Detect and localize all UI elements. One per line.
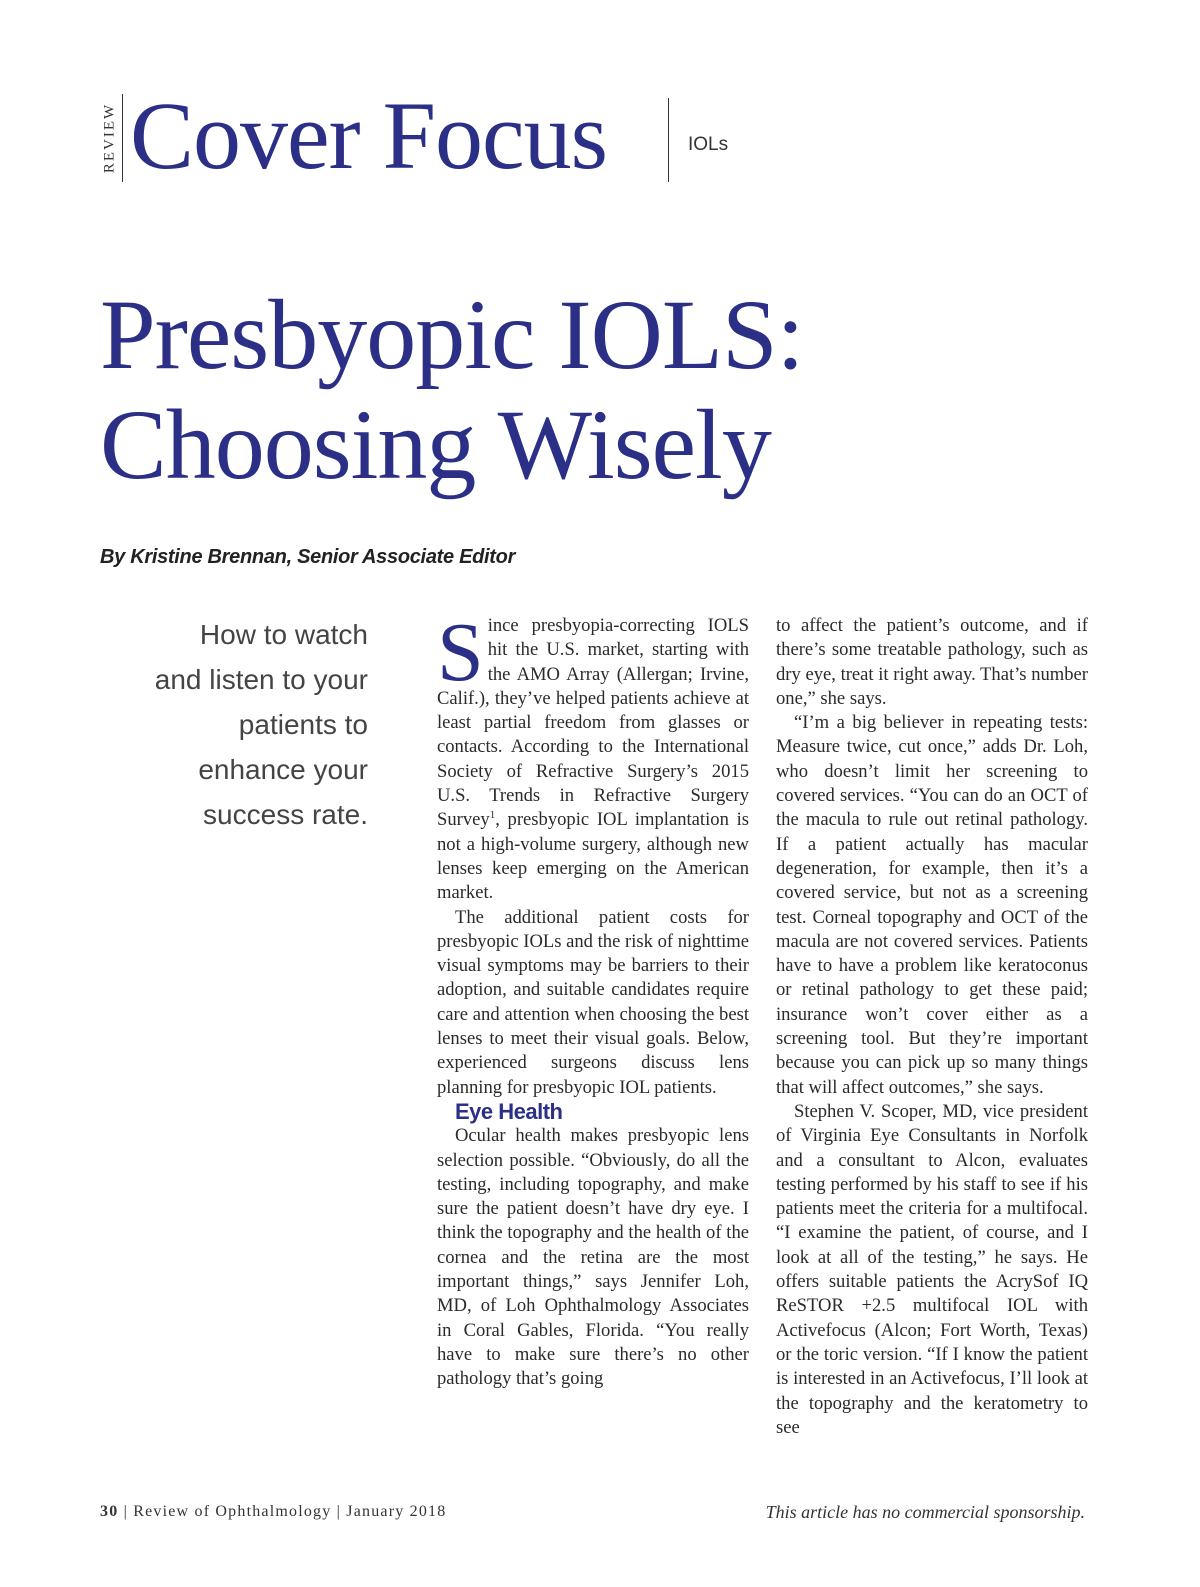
footer-separator: | xyxy=(336,1503,342,1520)
page-number: 30 xyxy=(100,1503,119,1520)
footnote-ref: 1 xyxy=(489,809,496,822)
article-deck: How to watch and listen to your patients to enhance your success rate. xyxy=(154,619,368,830)
article-title-line2: Choosing Wisely xyxy=(100,389,771,500)
byline: By Kristine Brennan, Senior Associate Editor xyxy=(100,546,516,568)
publication-name: Review of Ophthalmology xyxy=(133,1503,332,1520)
paragraph: The additional patient costs for presbyopic IOLs and the risk of nighttime visual symptoms may be barriers to their adoption, and suitable candidates require care and attention when choosing the best lenses to meet their visual goals. Below, experienced surgeons discuss lens planning for presbyopic IOL patients. xyxy=(437,906,749,1098)
header-divider-left xyxy=(122,94,123,182)
page-footer-folio xyxy=(100,1503,446,1521)
paragraph: Stephen V. Scoper, MD, vice president of Virginia Eye Consultants in Norfolk and a consultant to Alcon, evaluates testing performed by his staff to see if his patients meet the criteria for a multifocal. “I examine the patient, of course, and I look at all of the testing,” he says. He offers suitable patients the AcrySof IQ ReSTOR +2.5 multifocal IOL with Activefocus (Alcon; Fort Worth, Texas) or the toric version. “If I know the patient is interested in an Activefocus, I’ll look at the topography and the keratometry to see xyxy=(776,1100,1088,1438)
sponsorship-disclaimer: This article has no commercial sponsorship. xyxy=(765,1502,1085,1522)
footer-separator: | xyxy=(123,1503,129,1520)
paragraph: Ocular health makes presbyopic lens selection possible. “Obviously, do all the testing, including topography, and make sure the patient doesn’t have dry eye. I think the topography and the health of the cornea and the retina are the most important things,” says Jennifer Loh, MD, of Loh Ophthalmology Associates in Coral Gables, Florida. “You really have to make sure there’s no other pathology that’s going xyxy=(437,1125,749,1390)
article-title-line1: Presbyopic IOLS: xyxy=(100,279,804,390)
section-title: Cover Focus xyxy=(130,82,607,189)
body-column-1 xyxy=(437,606,749,1392)
paragraph: Since presbyopia-correcting IOLS hit the U.S. market, starting with the AMO Array (Allergan; Irvine, Calif.), they’ve helped patients achieve at least partial freedom from glasses or contacts. According to the International Society of Refractive Surgery’s 2015 U.S. Trends in Refractive Surgery Survey$^1$, presbyopic IOL implantation is not a high-volume surgery, although new lenses keep emerging on the American market. xyxy=(437,606,749,904)
article-title xyxy=(100,280,1000,500)
subhead-eye-health: Eye Health xyxy=(455,1098,563,1124)
paragraph: “I’m a big believer in repeating tests: Measure twice, cut once,” adds Dr. Loh, who doesn’t limit her screening to covered services. “You can do an OCT of the macula to rule out retinal pathology. If a patient actually has macular degeneration, for example, then it’s a covered service, but not as a screening test. Corneal topography and OCT of the macula are not covered services. Patients have to have a problem like keratoconus or retinal pathology to get these paid; insurance won’t cover either as a screening tool. But they’re important because you can pick up so many things that will affect outcomes,” she says. xyxy=(776,712,1088,1098)
review-vertical-label: REVIEW xyxy=(101,102,118,174)
drop-cap: S xyxy=(437,606,484,699)
issue-date: January 2018 xyxy=(346,1503,447,1520)
body-column-2 xyxy=(776,614,1088,1440)
header-divider-right xyxy=(668,98,669,182)
section-tag: IOLs xyxy=(688,134,729,155)
paragraph: to affect the patient’s outcome, and if there’s some treatable pathology, such as dry eye, treat it right away. That’s number one,” she says. xyxy=(776,615,1088,709)
